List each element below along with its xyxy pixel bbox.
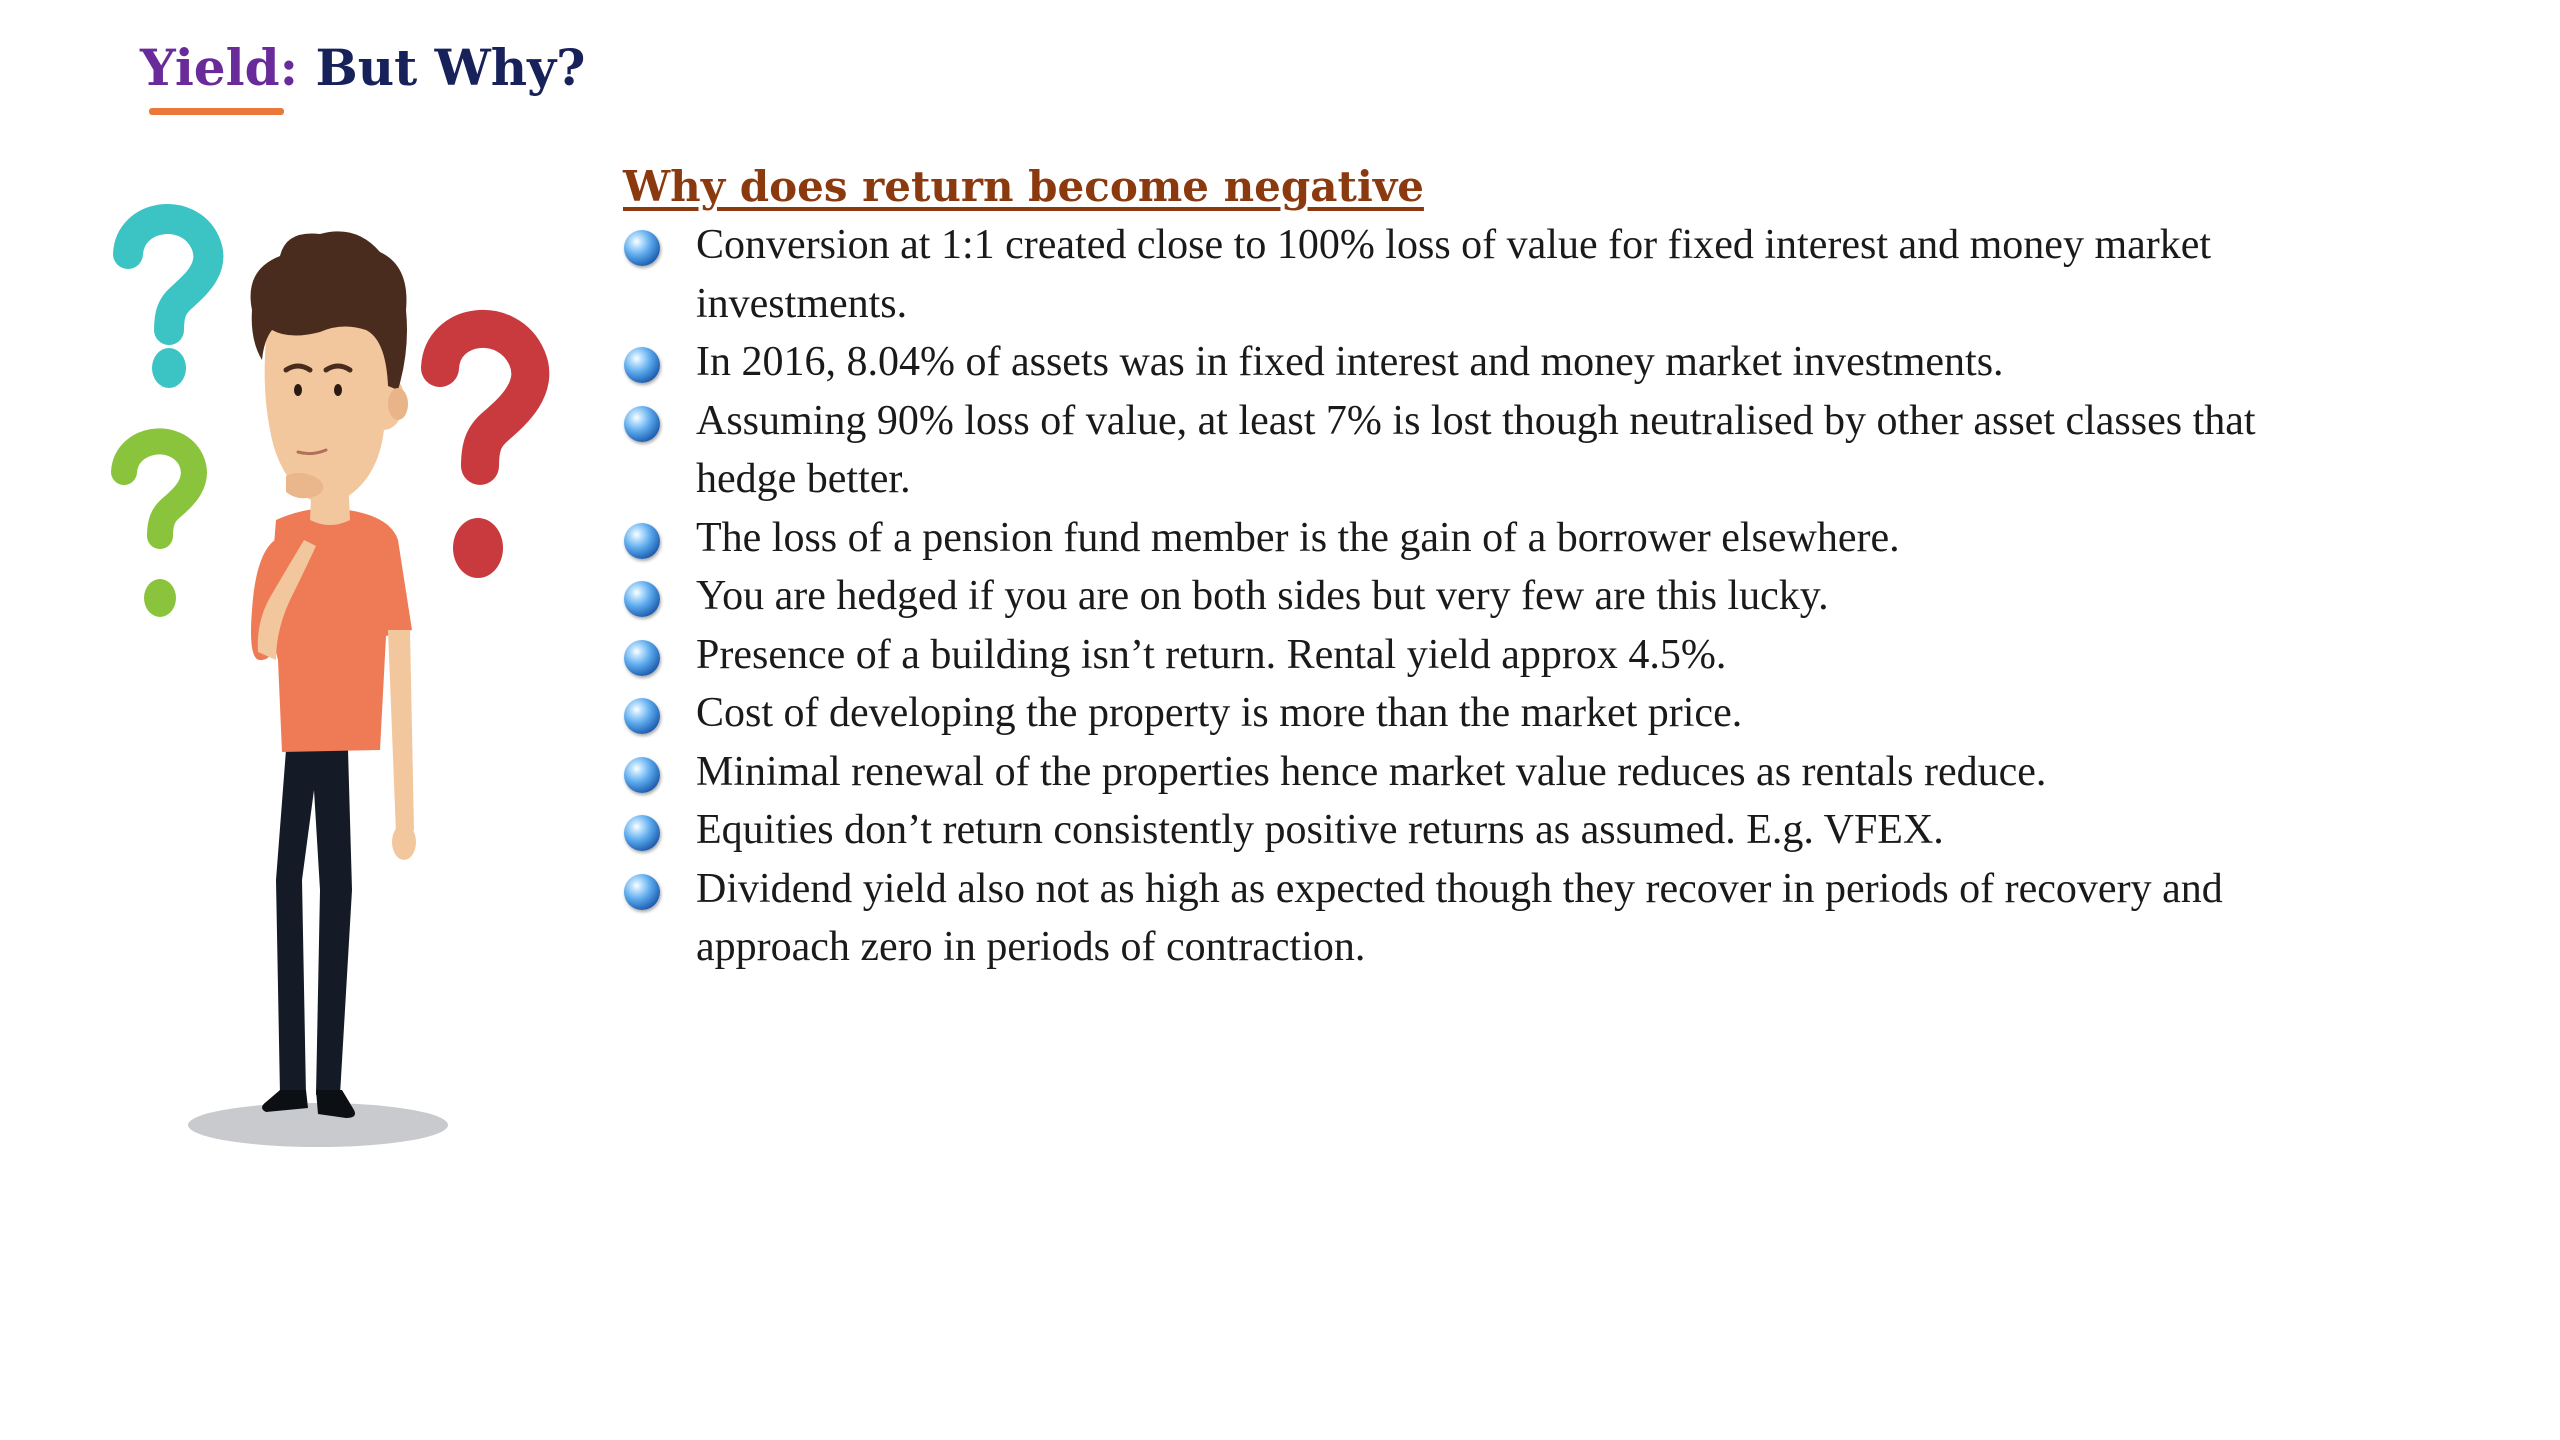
bullet-list [623,216,2323,977]
bullet-text: In 2016, 8.04% of assets was in fixed interest and money market investments. [696,339,2004,385]
title-accent-word: Yield: [140,38,299,97]
bullet-text: Conversion at 1:1 created close to 100% loss of value for fixed interest and money market investments. [696,222,2212,327]
green-question-mark-icon [124,441,194,617]
blue-sphere-bullet-icon [624,347,660,383]
bullet-text: Presence of a building isn’t return. Rental yield approx 4.5%. [696,631,1727,678]
bullet-text: Minimal renewal of the properties hence market value reduces as rentals reduce. [696,748,2047,795]
bullet-item [623,509,2323,568]
blue-sphere-bullet-icon [624,757,660,793]
blue-sphere-bullet-icon [624,698,660,734]
blue-sphere-bullet-icon [624,815,660,851]
thinking-man-illustration [80,190,560,1180]
blue-sphere-bullet-icon [624,406,660,442]
blue-sphere-bullet-icon [624,874,660,910]
slide-title [140,38,585,98]
blue-sphere-bullet-icon [624,523,660,559]
bullet-item [623,801,2323,860]
bullet-item [623,567,2323,626]
bullet-text: You are hedged if you are on both sides but very few are this lucky. [696,573,1829,619]
head [251,231,408,503]
bullet-item [623,860,2323,977]
blue-sphere-bullet-icon [624,581,660,617]
legs [262,750,355,1118]
bullet-text: Dividend yield also not as high as expected though they recover in periods of recovery and approach zero in periods of contraction. [696,865,2223,970]
content-area [623,158,2323,977]
bullet-item [623,333,2323,392]
title-underline [149,108,284,115]
teal-question-mark-icon [128,219,208,388]
bullet-item [623,626,2323,685]
red-question-mark-icon [440,329,530,578]
bullet-item [623,684,2323,743]
bullet-text: Assuming 90% loss of value, at least 7% is lost though neutralised by other asset classes that hedge better. [696,397,2256,502]
bullet-text: Cost of developing the property is more than the market price. [696,690,1743,736]
bullet-item [623,392,2323,509]
blue-sphere-bullet-icon [624,230,660,266]
bullet-item [623,743,2323,802]
blue-sphere-bullet-icon [624,640,660,676]
section-heading: Why does return become negative [623,162,1424,211]
bullet-text: The loss of a pension fund member is the gain of a borrower elsewhere. [696,514,1900,561]
bullet-item [623,216,2323,333]
bullet-text: Equities don’t return consistently positive returns as assumed. E.g. VFEX. [696,807,1944,853]
title-main-words: But Why? [315,38,586,97]
